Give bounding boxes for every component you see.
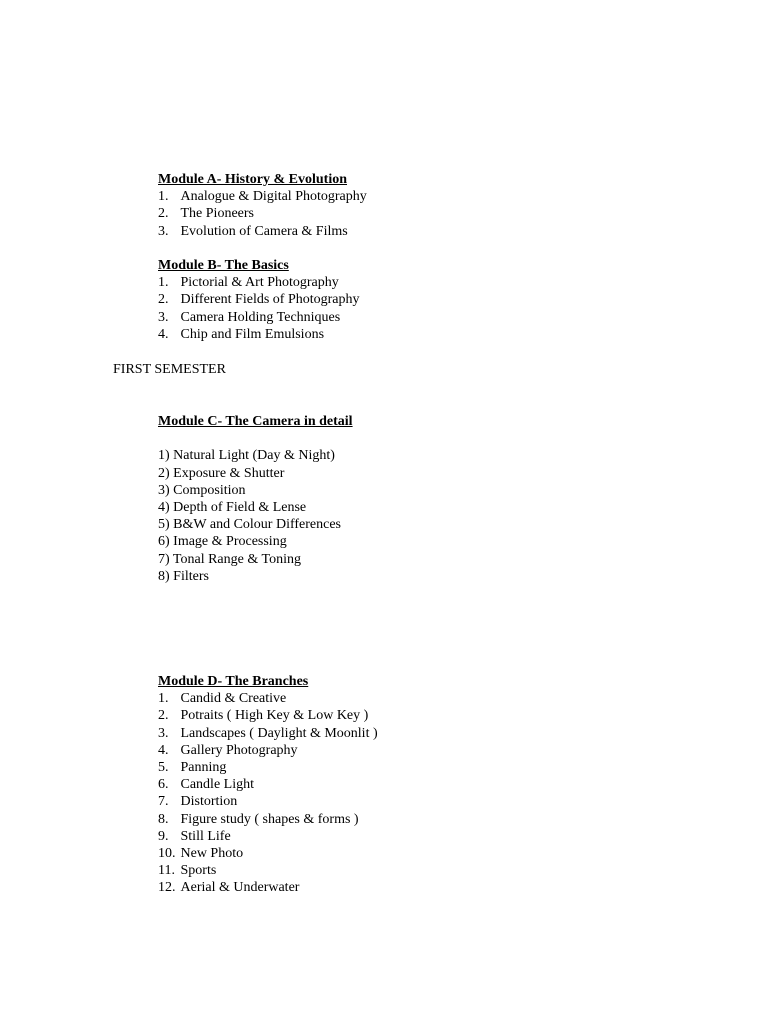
list-item [158,533,353,550]
item-number: 5. [158,759,169,775]
list-item [158,482,353,499]
item-number: 6. [158,777,169,793]
item-text: Camera Holding Techniques [180,309,341,325]
module-a-list [158,188,367,240]
list-item [158,309,360,326]
item-text: 5) B&W and Colour Differences [158,517,341,533]
list-item [158,291,360,308]
item-text: The Pioneers [180,206,254,222]
module-a-section [158,171,367,240]
item-text: 4) Depth of Field & Lense [158,499,307,515]
list-item [158,205,367,222]
module-d-section [158,673,378,896]
list-item [158,879,378,896]
item-text: Panning [180,759,227,775]
list-item [158,516,353,533]
list-item [158,447,353,464]
item-text: 2) Exposure & Shutter [158,465,285,481]
item-number: 11. [158,863,175,879]
item-number: 4. [158,326,169,342]
semester-label: FIRST SEMESTER [113,362,226,377]
list-item [158,568,353,585]
item-text: Different Fields of Photography [180,292,360,308]
module-b-heading: Module B- The Basics [158,258,289,273]
item-text: Pictorial & Art Photography [180,275,339,291]
item-text: 7) Tonal Range & Toning [158,551,301,567]
item-number: 12. [158,880,176,896]
item-number: 7. [158,794,169,810]
list-item [158,223,367,240]
list-item [158,725,378,742]
item-number: 9. [158,828,169,844]
item-number: 2. [158,206,169,222]
module-a-heading: Module A- History & Evolution [158,172,348,187]
list-item [158,862,378,879]
list-item [158,776,378,793]
list-item [158,759,378,776]
module-d-list [158,690,378,896]
item-text: Gallery Photography [180,742,298,758]
list-item [158,188,367,205]
item-text: Evolution of Camera & Films [180,223,348,239]
item-text: 1) Natural Light (Day & Night) [158,448,335,464]
item-number: 4. [158,742,169,758]
item-text: Sports [180,863,217,879]
item-number: 3. [158,223,169,239]
item-number: 2. [158,292,169,308]
item-number: 3. [158,725,169,741]
item-text: New Photo [180,845,244,861]
list-item [158,465,353,482]
item-text: Candid & Creative [180,691,287,707]
list-item [158,845,378,862]
item-text: Distortion [180,794,238,810]
item-text: 3) Composition [158,482,246,498]
item-text: Figure study ( shapes & forms ) [180,811,359,827]
module-c-heading: Module C- The Camera in detail [158,414,353,429]
module-b-list [158,274,360,343]
list-item [158,499,353,516]
item-number: 2. [158,708,169,724]
item-number: 8. [158,811,169,827]
list-item [158,274,360,291]
item-number: 1. [158,189,169,205]
list-item [158,690,378,707]
list-item [158,742,378,759]
list-item [158,326,360,343]
item-number: 10. [158,845,176,861]
item-text: Candle Light [180,777,254,793]
item-text: Landscapes ( Daylight & Moonlit ) [180,725,378,741]
item-text: Chip and Film Emulsions [180,326,325,342]
list-item [158,551,353,568]
list-item [158,828,378,845]
item-text: Still Life [180,828,231,844]
list-item [158,707,378,724]
item-text: Potraits ( High Key & Low Key ) [180,708,369,724]
module-d-heading: Module D- The Branches [158,674,309,689]
module-c-list [158,447,353,585]
list-item [158,811,378,828]
item-text: 8) Filters [158,568,209,584]
list-item [158,793,378,810]
item-number: 1. [158,275,169,291]
item-text: Analogue & Digital Photography [180,189,367,205]
item-text: 6) Image & Processing [158,534,287,550]
item-text: Aerial & Underwater [180,880,300,896]
module-b-section [158,257,360,343]
item-number: 3. [158,309,169,325]
module-c-section [158,413,353,585]
item-number: 1. [158,691,169,707]
